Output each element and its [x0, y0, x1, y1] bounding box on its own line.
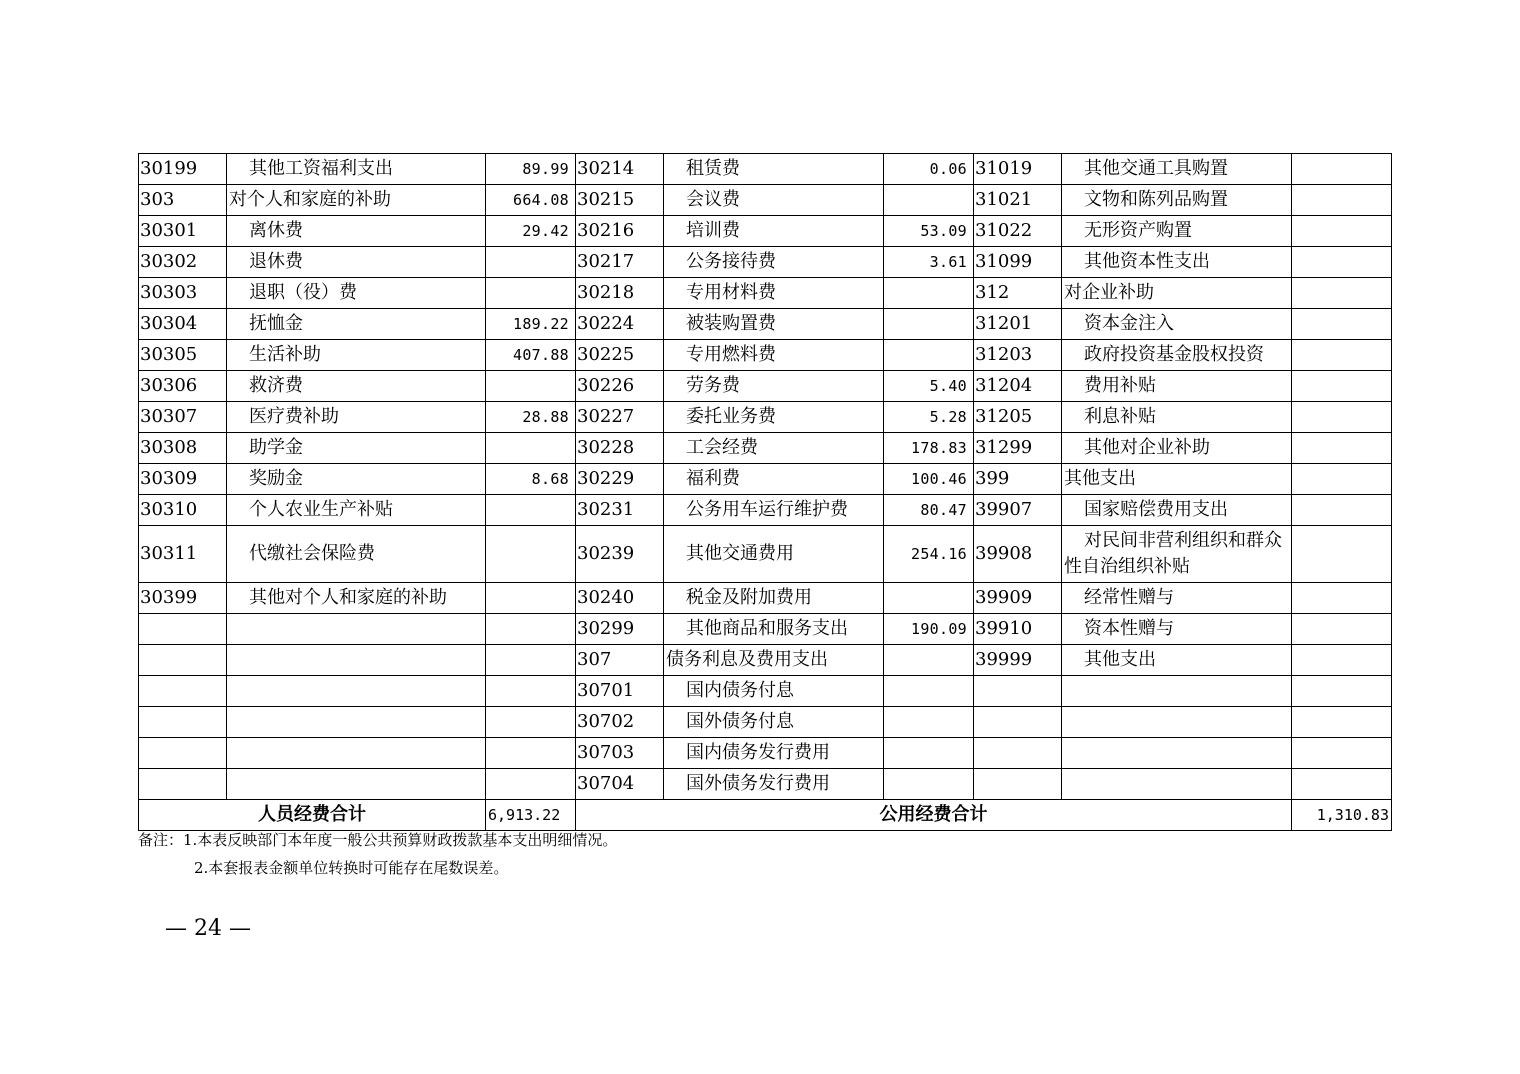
- item-name-cell: 费用补贴: [1062, 371, 1292, 402]
- amount-cell: [486, 495, 576, 526]
- amount-cell: [884, 278, 974, 309]
- amount-cell: [884, 707, 974, 738]
- code-cell: 30306: [139, 371, 227, 402]
- amount-cell: [1292, 707, 1392, 738]
- code-cell: 30224: [576, 309, 664, 340]
- table-row: [139, 676, 1392, 707]
- item-name-cell: 救济费: [227, 371, 486, 402]
- table-row: [139, 738, 1392, 769]
- amount-cell: [486, 738, 576, 769]
- table-row: [139, 769, 1392, 800]
- amount-cell: [884, 185, 974, 216]
- amount-cell: [1292, 464, 1392, 495]
- item-name-cell: 离休费: [227, 216, 486, 247]
- table-row: [139, 154, 1392, 185]
- item-name-cell: [227, 645, 486, 676]
- expenditure-detail-table: [138, 153, 1392, 831]
- item-name-cell: 债务利息及费用支出: [664, 645, 884, 676]
- code-cell: 31021: [974, 185, 1062, 216]
- item-name-cell: 资本性赠与: [1062, 614, 1292, 645]
- amount-cell: [486, 583, 576, 614]
- item-name-cell: 国家赔偿费用支出: [1062, 495, 1292, 526]
- amount-cell: [1292, 154, 1392, 185]
- code-cell: 31201: [974, 309, 1062, 340]
- code-cell: 39907: [974, 495, 1062, 526]
- personnel-total-label: 人员经费合计: [139, 800, 486, 831]
- item-name-cell: [1062, 707, 1292, 738]
- amount-cell: 407.88: [486, 340, 576, 371]
- code-cell: 31099: [974, 247, 1062, 278]
- code-cell: 30217: [576, 247, 664, 278]
- amount-cell: [1292, 371, 1392, 402]
- code-cell: 307: [576, 645, 664, 676]
- amount-cell: 8.68: [486, 464, 576, 495]
- item-name-cell: [227, 738, 486, 769]
- amount-cell: 5.28: [884, 402, 974, 433]
- item-name-cell: 其他商品和服务支出: [664, 614, 884, 645]
- item-name-cell: 国内债务付息: [664, 676, 884, 707]
- amount-cell: [884, 676, 974, 707]
- table-row: [139, 216, 1392, 247]
- code-cell: 30703: [576, 738, 664, 769]
- code-cell: 39910: [974, 614, 1062, 645]
- amount-cell: [1292, 495, 1392, 526]
- item-name-cell: 文物和陈列品购置: [1062, 185, 1292, 216]
- item-name-cell: 会议费: [664, 185, 884, 216]
- item-name-cell: 其他对个人和家庭的补助: [227, 583, 486, 614]
- code-cell: 30231: [576, 495, 664, 526]
- table-row: [139, 464, 1392, 495]
- amount-cell: 89.99: [486, 154, 576, 185]
- amount-cell: [1292, 433, 1392, 464]
- code-cell: 30239: [576, 526, 664, 583]
- item-name-cell: 对民间非营利组织和群众性自治组织补贴: [1062, 526, 1292, 583]
- amount-cell: [1292, 676, 1392, 707]
- item-name-cell: 代缴社会保险费: [227, 526, 486, 583]
- item-name-cell: 政府投资基金股权投资: [1062, 340, 1292, 371]
- item-name-cell: [227, 614, 486, 645]
- code-cell: 30301: [139, 216, 227, 247]
- code-cell: 30302: [139, 247, 227, 278]
- table-body: [139, 154, 1392, 800]
- table-row: [139, 402, 1392, 433]
- code-cell: 303: [139, 185, 227, 216]
- code-cell: 39999: [974, 645, 1062, 676]
- item-name-cell: 委托业务费: [664, 402, 884, 433]
- public-total-amount: 1,310.83: [1292, 800, 1392, 831]
- amount-cell: [1292, 738, 1392, 769]
- amount-cell: [1292, 645, 1392, 676]
- amount-cell: [884, 309, 974, 340]
- code-cell: 30299: [576, 614, 664, 645]
- personnel-total-amount: 6,913.22: [486, 800, 576, 831]
- table-row: [139, 433, 1392, 464]
- amount-cell: 664.08: [486, 185, 576, 216]
- amount-cell: [486, 707, 576, 738]
- code-cell: 30305: [139, 340, 227, 371]
- item-name-cell: 其他资本性支出: [1062, 247, 1292, 278]
- item-name-cell: 其他支出: [1062, 645, 1292, 676]
- code-cell: 30227: [576, 402, 664, 433]
- amount-cell: [1292, 278, 1392, 309]
- table-row: [139, 371, 1392, 402]
- table-row: [139, 583, 1392, 614]
- item-name-cell: [227, 676, 486, 707]
- item-name-cell: 公务用车运行维护费: [664, 495, 884, 526]
- item-name-cell: 退休费: [227, 247, 486, 278]
- item-name-cell: 抚恤金: [227, 309, 486, 340]
- note-line-2: 2.本套报表金额单位转换时可能存在尾数误差。: [194, 859, 509, 877]
- item-name-cell: [1062, 769, 1292, 800]
- amount-cell: 189.22: [486, 309, 576, 340]
- code-cell: 30399: [139, 583, 227, 614]
- code-cell: 30240: [576, 583, 664, 614]
- item-name-cell: 奖励金: [227, 464, 486, 495]
- amount-cell: [486, 371, 576, 402]
- amount-cell: [1292, 309, 1392, 340]
- amount-cell: [1292, 769, 1392, 800]
- amount-cell: [1292, 526, 1392, 583]
- item-name-cell: 国内债务发行费用: [664, 738, 884, 769]
- amount-cell: 178.83: [884, 433, 974, 464]
- item-name-cell: [1062, 738, 1292, 769]
- amount-cell: 5.40: [884, 371, 974, 402]
- item-name-cell: 国外债务付息: [664, 707, 884, 738]
- item-name-cell: 对企业补助: [1062, 278, 1292, 309]
- table-row: [139, 278, 1392, 309]
- code-cell: [139, 769, 227, 800]
- amount-cell: [884, 738, 974, 769]
- amount-cell: 100.46: [884, 464, 974, 495]
- code-cell: 31205: [974, 402, 1062, 433]
- code-cell: 30308: [139, 433, 227, 464]
- code-cell: [139, 645, 227, 676]
- code-cell: [139, 707, 227, 738]
- table-row: [139, 707, 1392, 738]
- item-name-cell: 劳务费: [664, 371, 884, 402]
- code-cell: 30228: [576, 433, 664, 464]
- amount-cell: 28.88: [486, 402, 576, 433]
- code-cell: 312: [974, 278, 1062, 309]
- item-name-cell: 退职（役）费: [227, 278, 486, 309]
- code-cell: 39908: [974, 526, 1062, 583]
- item-name-cell: 其他对企业补助: [1062, 433, 1292, 464]
- code-cell: 30310: [139, 495, 227, 526]
- item-name-cell: 医疗费补助: [227, 402, 486, 433]
- amount-cell: [884, 340, 974, 371]
- code-cell: 30307: [139, 402, 227, 433]
- amount-cell: 0.06: [884, 154, 974, 185]
- amount-cell: [486, 433, 576, 464]
- amount-cell: [1292, 402, 1392, 433]
- table-row: [139, 309, 1392, 340]
- item-name-cell: 国外债务发行费用: [664, 769, 884, 800]
- item-name-cell: 资本金注入: [1062, 309, 1292, 340]
- code-cell: [139, 738, 227, 769]
- item-name-cell: [227, 769, 486, 800]
- code-cell: 30309: [139, 464, 227, 495]
- code-cell: [974, 676, 1062, 707]
- item-name-cell: 其他支出: [1062, 464, 1292, 495]
- amount-cell: 53.09: [884, 216, 974, 247]
- item-name-cell: [1062, 676, 1292, 707]
- code-cell: 30216: [576, 216, 664, 247]
- item-name-cell: 被装购置费: [664, 309, 884, 340]
- amount-cell: 190.09: [884, 614, 974, 645]
- item-name-cell: 专用材料费: [664, 278, 884, 309]
- code-cell: [139, 676, 227, 707]
- code-cell: 30701: [576, 676, 664, 707]
- item-name-cell: 税金及附加费用: [664, 583, 884, 614]
- table-row: [139, 526, 1392, 583]
- code-cell: 399: [974, 464, 1062, 495]
- item-name-cell: 利息补贴: [1062, 402, 1292, 433]
- item-name-cell: 培训费: [664, 216, 884, 247]
- amount-cell: 254.16: [884, 526, 974, 583]
- code-cell: 31203: [974, 340, 1062, 371]
- code-cell: 30199: [139, 154, 227, 185]
- code-cell: 39909: [974, 583, 1062, 614]
- amount-cell: [486, 645, 576, 676]
- code-cell: [974, 707, 1062, 738]
- code-cell: 30704: [576, 769, 664, 800]
- item-name-cell: 专用燃料费: [664, 340, 884, 371]
- code-cell: 31019: [974, 154, 1062, 185]
- public-total-label: 公用经费合计: [576, 800, 1292, 831]
- item-name-cell: 其他工资福利支出: [227, 154, 486, 185]
- amount-cell: [884, 645, 974, 676]
- item-name-cell: 对个人和家庭的补助: [227, 185, 486, 216]
- item-name-cell: 生活补助: [227, 340, 486, 371]
- code-cell: 30218: [576, 278, 664, 309]
- amount-cell: [1292, 185, 1392, 216]
- code-cell: 30226: [576, 371, 664, 402]
- item-name-cell: 其他交通费用: [664, 526, 884, 583]
- notes: [138, 826, 617, 882]
- item-name-cell: 工会经费: [664, 433, 884, 464]
- amount-cell: 80.47: [884, 495, 974, 526]
- code-cell: 30702: [576, 707, 664, 738]
- amount-cell: [1292, 247, 1392, 278]
- amount-cell: 3.61: [884, 247, 974, 278]
- code-cell: 30229: [576, 464, 664, 495]
- amount-cell: [486, 278, 576, 309]
- amount-cell: [486, 676, 576, 707]
- code-cell: 30225: [576, 340, 664, 371]
- item-name-cell: 公务接待费: [664, 247, 884, 278]
- item-name-cell: 个人农业生产补贴: [227, 495, 486, 526]
- item-name-cell: 助学金: [227, 433, 486, 464]
- table-row: [139, 614, 1392, 645]
- item-name-cell: [227, 707, 486, 738]
- amount-cell: [486, 769, 576, 800]
- code-cell: 31299: [974, 433, 1062, 464]
- table-row: [139, 340, 1392, 371]
- amount-cell: [486, 526, 576, 583]
- table-row: [139, 247, 1392, 278]
- code-cell: 30311: [139, 526, 227, 583]
- table-row: [139, 645, 1392, 676]
- code-cell: 30303: [139, 278, 227, 309]
- code-cell: 30304: [139, 309, 227, 340]
- item-name-cell: 无形资产购置: [1062, 216, 1292, 247]
- amount-cell: [1292, 216, 1392, 247]
- item-name-cell: 福利费: [664, 464, 884, 495]
- table-row: [139, 495, 1392, 526]
- code-cell: [974, 769, 1062, 800]
- amount-cell: [486, 614, 576, 645]
- amount-cell: [486, 247, 576, 278]
- code-cell: [139, 614, 227, 645]
- note-line-1: 备注：1.本表反映部门本年度一般公共预算财政拨款基本支出明细情况。: [138, 831, 618, 849]
- amount-cell: 29.42: [486, 216, 576, 247]
- code-cell: [974, 738, 1062, 769]
- page-number: — 24 —: [165, 916, 251, 941]
- item-name-cell: 经常性赠与: [1062, 583, 1292, 614]
- code-cell: 30214: [576, 154, 664, 185]
- amount-cell: [1292, 583, 1392, 614]
- amount-cell: [1292, 340, 1392, 371]
- item-name-cell: 其他交通工具购置: [1062, 154, 1292, 185]
- item-name-cell: 租赁费: [664, 154, 884, 185]
- table-row: [139, 185, 1392, 216]
- amount-cell: [884, 583, 974, 614]
- amount-cell: [1292, 614, 1392, 645]
- amount-cell: [884, 769, 974, 800]
- code-cell: 31022: [974, 216, 1062, 247]
- code-cell: 30215: [576, 185, 664, 216]
- code-cell: 31204: [974, 371, 1062, 402]
